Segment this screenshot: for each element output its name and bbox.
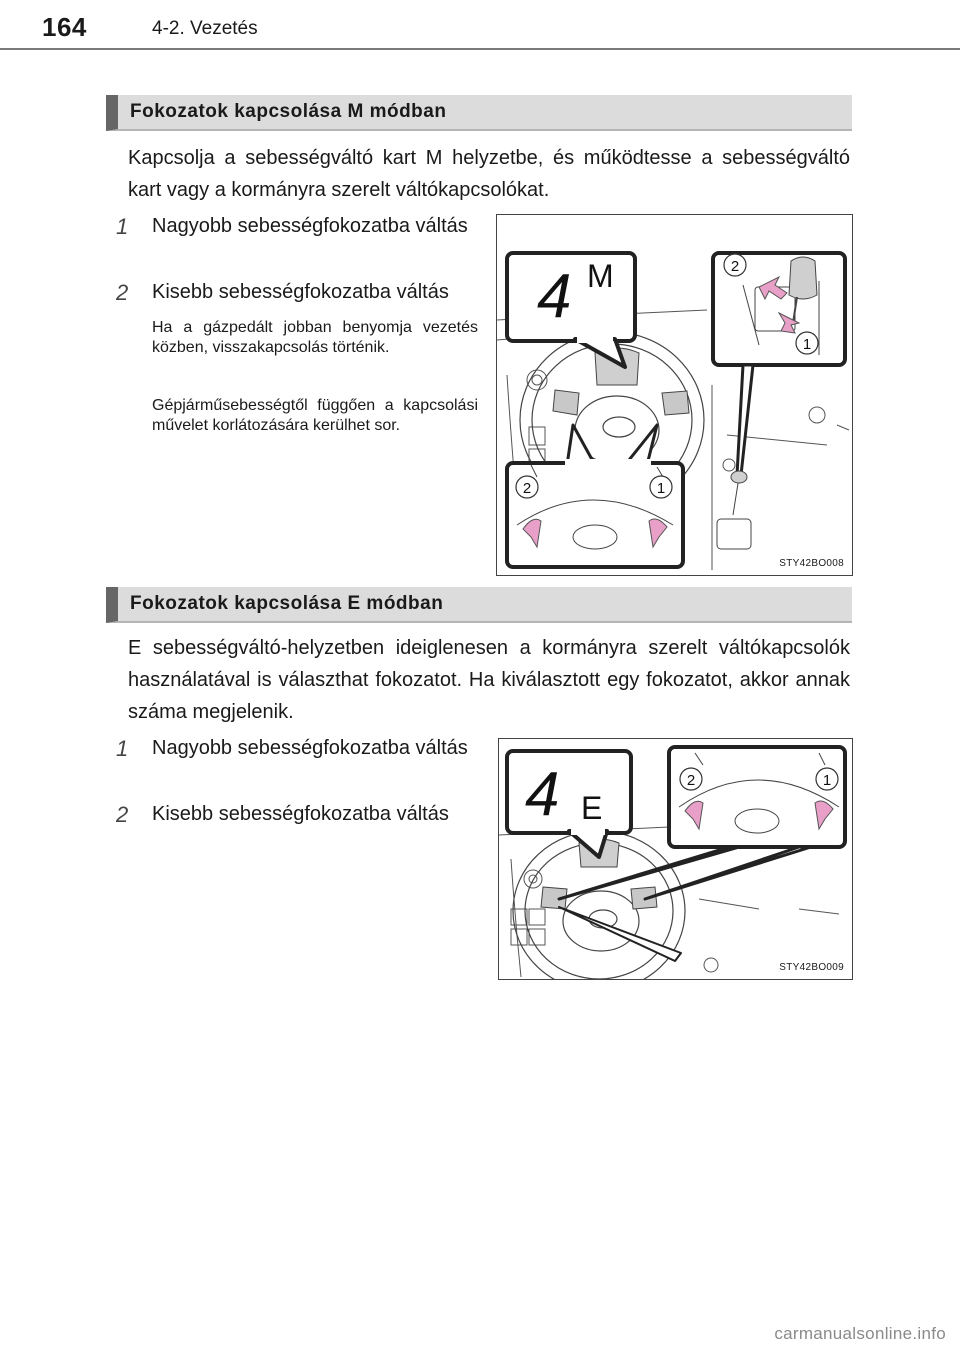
gear-digit: 4 xyxy=(537,262,572,331)
section-heading-m-mode xyxy=(106,95,852,131)
list-item xyxy=(116,212,478,240)
item-number: 1 xyxy=(116,736,129,761)
section-m-intro: Kapcsolja a sebességváltó kart M helyzetbe, és működtesse a sebességváltó kart vagy a kormányra szerelt váltókapcsolókat. xyxy=(128,147,850,201)
callout-1: 1 xyxy=(802,336,812,353)
gear-digit: 4 xyxy=(525,760,560,829)
item-number: 2 xyxy=(116,802,129,827)
list-item xyxy=(116,800,478,828)
callout-2: 2 xyxy=(522,480,532,497)
item-text: Nagyobb sebességfokozatba váltás xyxy=(152,215,468,237)
list-item xyxy=(116,278,478,306)
note-text: Ha a gázpedált jobban benyomja vezetés közben, visszakapcsolás történik. xyxy=(152,319,478,356)
mode-letter: M xyxy=(587,258,614,294)
figure-e-mode xyxy=(498,738,853,980)
section-heading-e-mode xyxy=(106,587,852,623)
callout-2: 2 xyxy=(686,772,696,789)
figure-code: STY42BO009 xyxy=(779,962,844,973)
item-text: Kisebb sebességfokozatba váltás xyxy=(152,281,449,303)
item-text: Kisebb sebességfokozatba váltás xyxy=(152,803,449,825)
figure-m-mode xyxy=(496,214,853,576)
note-text: Gépjárműsebességtől függően a kapcsolási művelet korlátozására kerülhet sor. xyxy=(152,397,478,434)
mode-letter: E xyxy=(581,790,603,826)
item-text: Nagyobb sebességfokozatba váltás xyxy=(152,737,468,759)
watermark: carmanualsonline.info xyxy=(774,1324,946,1343)
callout-1: 1 xyxy=(822,772,832,789)
list-item xyxy=(116,734,478,762)
callout-1: 1 xyxy=(656,480,666,497)
item-number: 2 xyxy=(116,280,129,305)
page-number: 164 xyxy=(42,12,87,42)
callout-2: 2 xyxy=(730,258,740,275)
chapter-title: 4-2. Vezetés xyxy=(152,18,258,39)
section-e-intro: E sebességváltó-helyzetben ideiglenesen a kormányra szerelt váltókapcsolók használatával is választhat fokozatot. Ha kiválasztott egy fokozatot, akkor annak száma megjelenik. xyxy=(128,637,850,723)
dashboard-illustration xyxy=(497,215,852,575)
dashboard-illustration xyxy=(499,739,852,979)
section-heading-text: Fokozatok kapcsolása M módban xyxy=(130,101,447,122)
figure-code: STY42BO008 xyxy=(779,558,844,569)
section-heading-text: Fokozatok kapcsolása E módban xyxy=(130,593,444,614)
item-number: 1 xyxy=(116,214,129,239)
header-rule xyxy=(0,48,960,50)
